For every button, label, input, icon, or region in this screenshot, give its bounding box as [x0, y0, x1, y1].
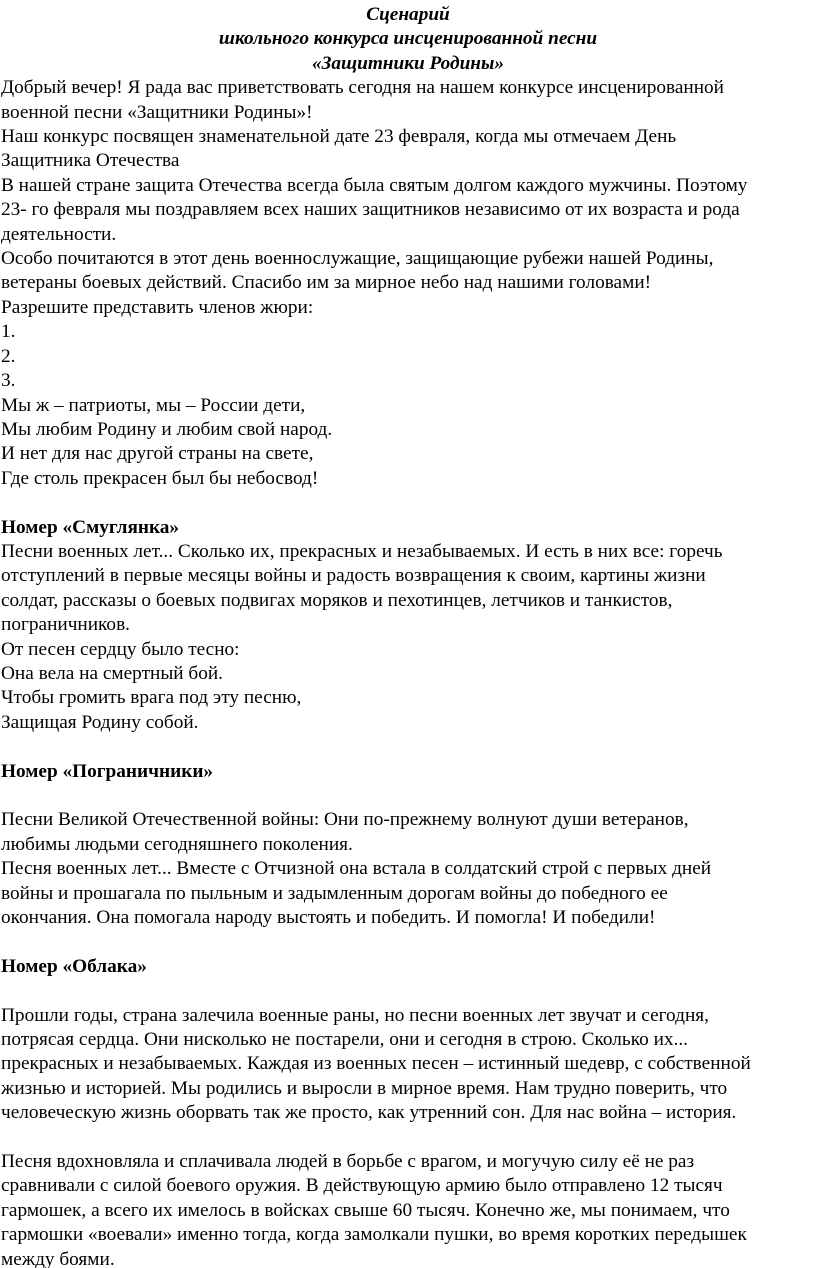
text-line: Она вела на смертный бой. [1, 662, 223, 684]
document-title [0, 0, 816, 76]
text-line: Особо почитаются в этот день военнослужащие, защищающие рубежи нашей Родины, [1, 248, 714, 270]
text-line: Песни Великой Отечественной войны: Они по-прежнему волнуют души ветеранов, [1, 809, 689, 831]
text-line: Защитника Отечества [1, 150, 180, 172]
text-line: Песня военных лет... Вместе с Отчизной она встала в солдатский строй с первых дней [1, 858, 712, 880]
text-line: военной песни «Защитники Родины»! [1, 101, 313, 123]
text-line: Разрешите представить членов жюри: [1, 296, 314, 318]
text-line: Песни военных лет... Сколько их, прекрасных и незабываемых. И есть в них все: горечь [1, 540, 723, 562]
blank-line [1, 1126, 816, 1150]
text-line: окончания. Она помогала народу выстоять и победить. И помогла! И победили! [1, 906, 656, 928]
text-line: Мы ж – патриоты, мы – России дети, [1, 394, 306, 416]
text-line: войны и прошагала по пыльным и задымленным дорогам войны до победного ее [1, 882, 668, 904]
text-line: гармошки «воевали» именно тогда, когда замолкали пушки, во время коротких передышек [1, 1224, 747, 1246]
text-line: жизнью и историей. Мы родились и выросли в мирное время. Нам трудно поверить, что [1, 1077, 728, 1099]
text-line: пограничников. [1, 614, 130, 636]
text-line: 1. [1, 321, 16, 343]
text-line: И нет для нас другой страны на свете, [1, 443, 314, 465]
text-line: гармошек, а всего их имелось в войсках свыше 60 тысяч. Конечно же, мы понимаем, что [1, 1199, 730, 1221]
text-line: От песен сердцу было тесно: [1, 638, 240, 660]
text-line: сравнивали с силой боевого оружия. В действующую армию было отправлено 12 тысяч [1, 1175, 723, 1197]
text-line: любимы людьми сегодняшнего поколения. [1, 833, 353, 855]
text-line: 2. [1, 345, 16, 367]
text-line: В нашей стране защита Отечества всегда была святым долгом каждого мужчины. Поэтому [1, 174, 748, 196]
text-line: Мы любим Родину и любим свой народ. [1, 418, 333, 440]
section-heading: Номер «Облака» [1, 955, 147, 977]
text-line: человеческую жизнь оборвать так же просто, как утренний сон. Для нас война – история. [1, 1102, 737, 1124]
text-line: Защищая Родину собой. [1, 711, 199, 733]
title-line-2: школьного конкурса инсценированной песни [218, 28, 598, 50]
text-line: отступлений в первые месяцы войны и радость возвращения к своим, картины жизни [1, 565, 706, 587]
text-line: ветераны боевых действий. Спасибо им за мирное небо над нашими головами! [1, 272, 652, 294]
text-line: 3. [1, 370, 16, 392]
text-line: Чтобы громить врага под эту песню, [1, 687, 302, 709]
text-line: прекрасных и незабываемых. Каждая из военных песен – истинный шедевр, с собственной [1, 1053, 751, 1075]
blank-line [1, 784, 816, 808]
text-line: между боями. [1, 1248, 115, 1268]
text-line: Прошли годы, страна залечила военные раны, но песни военных лет звучат и сегодня, [1, 1004, 709, 1026]
text-line: Где столь прекрасен был бы небосвод! [1, 467, 319, 489]
text-line: Наш конкурс посвящен знаменательной дате 23 февраля, когда мы отмечаем День [1, 126, 677, 148]
title-line-1: Сценарий [366, 4, 450, 25]
section-heading: Номер «Смуглянка» [1, 516, 180, 538]
text-line: Добрый вечер! Я рада вас приветствовать сегодня на нашем конкурсе инсценированной [1, 77, 724, 99]
blank-line [1, 979, 816, 1003]
document-body [0, 76, 816, 1268]
section-heading: Номер «Пограничники» [1, 760, 214, 782]
text-line: деятельности. [1, 223, 117, 245]
title-line-3: «Защитники Родины» [311, 52, 505, 74]
text-line: потрясая сердца. Они нисколько не постарели, они и сегодня в строю. Сколько их... [1, 1028, 688, 1050]
text-line: 23- го февраля мы поздравляем всех наших защитников независимо от их возраста и рода [1, 199, 740, 221]
blank-line [1, 491, 816, 515]
blank-line [1, 735, 816, 759]
text-line: Песня вдохновляла и сплачивала людей в борьбе с врагом, и могучую силу её не раз [1, 1151, 695, 1172]
text-line: солдат, рассказы о боевых подвигах моряков и пехотинцев, летчиков и танкистов, [1, 589, 673, 611]
blank-line [1, 930, 816, 954]
